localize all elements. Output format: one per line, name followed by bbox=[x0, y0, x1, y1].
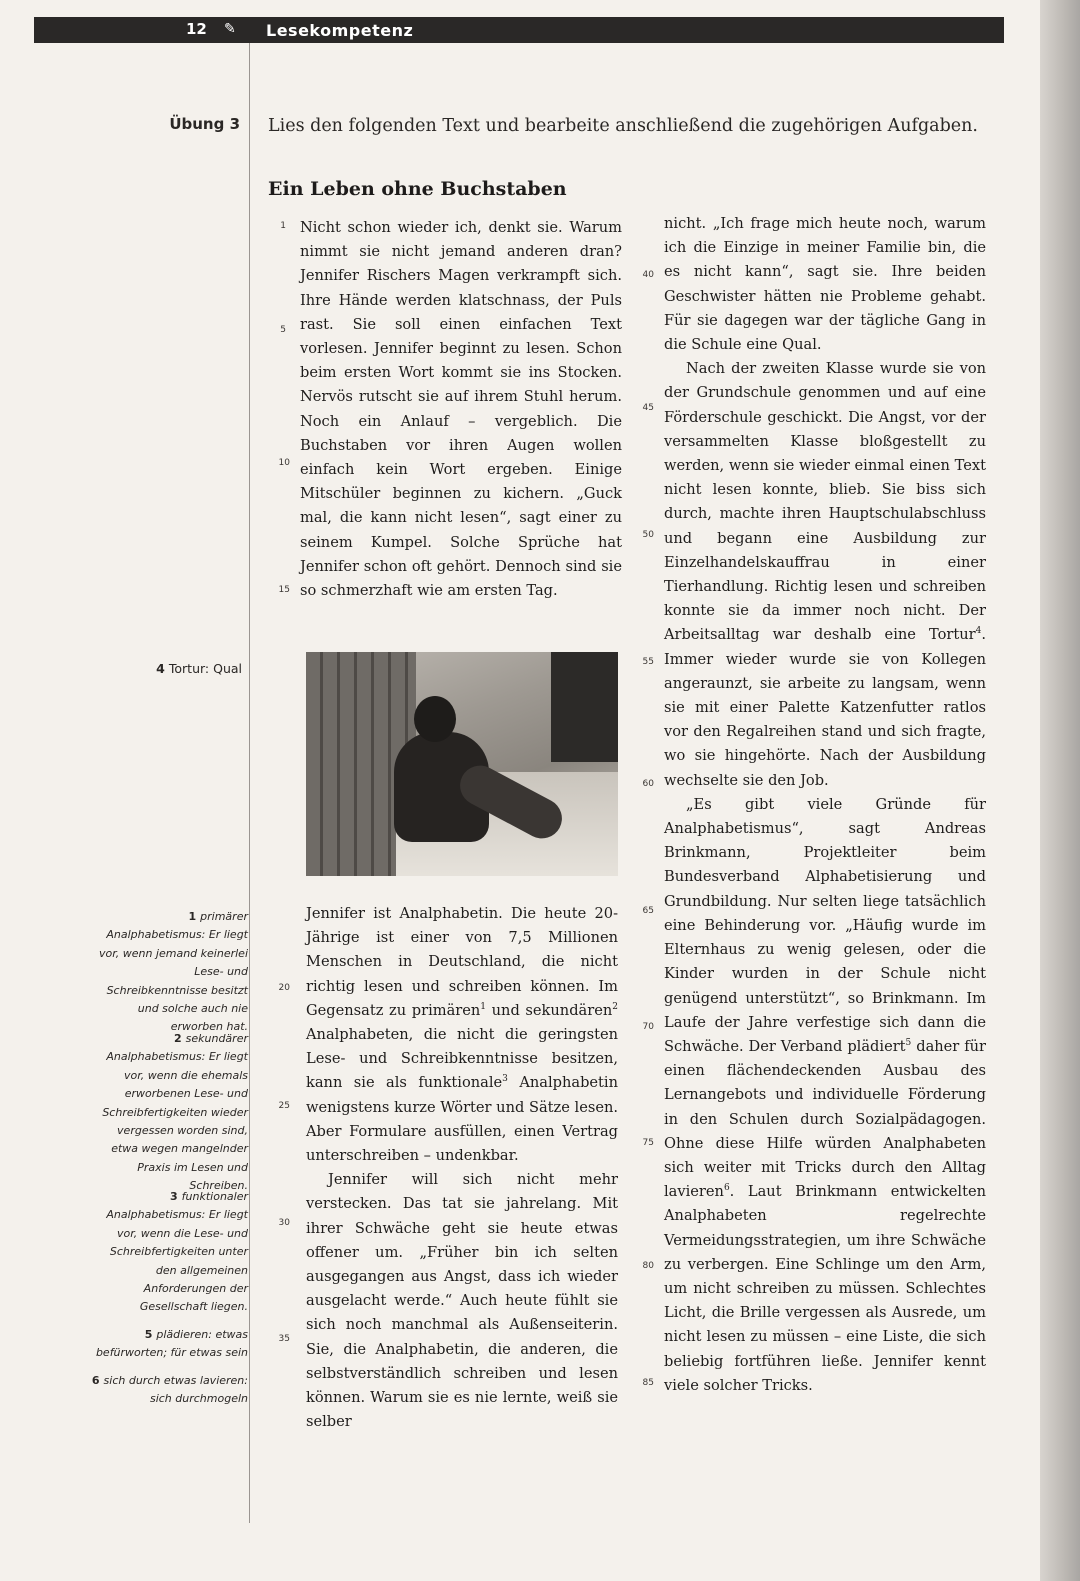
paragraph-4: nicht. „Ich frage mich heute noch, warum ich die Einzige in meiner Familie bin, die es nicht kann“, sagt sie. Ihre beiden Geschwister hätten nie Probleme gehabt. Für sie dagegen war der tägliche Gang in die Schule eine Qual. bbox=[664, 215, 986, 354]
section-title: Lesekompetenz bbox=[266, 21, 414, 40]
page-number: 12 bbox=[186, 20, 207, 38]
student-hood bbox=[414, 696, 456, 742]
glossary-note-5: 5 plädieren: etwas befürworten; für etwas sein bbox=[95, 1328, 248, 1360]
story-title: Ein Leben ohne Buchstaben bbox=[268, 178, 567, 200]
glossary-note-2: 2 sekundärer Analphabetismus: Er liegt vor, wenn die ehemals erworbenen Lese- und Schreibfertigkeiten wieder vergessen worden sind, etwa wegen mangelnder Praxis im Lesen und Schreiben. bbox=[102, 1032, 248, 1193]
line-number: 75 bbox=[642, 1138, 654, 1148]
paragraph-2: Jennifer ist Analphabetin. Die heute 20-Jährige ist einer von 7,5 Millionen Menschen in Deutschland, die nicht richtig lesen und schreiben können. Im Gegensatz zu primären$^1$ und sekundären$^2$ Analphabeten, die nicht die geringsten Lese- und Schreibkenntnisse besitzen, kann sie als funktionale$^3$ Analphabetin wenigstens kurze Wörter und Sätze lesen. Aber Formulare ausfüllen, einen Vertrag unterschreiben – undenkbar. bbox=[306, 905, 618, 1165]
line-number: 85 bbox=[642, 1378, 654, 1388]
paragraph-3: Jennifer will sich nicht mehr verstecken. Das tat sie jahrelang. Mit ihrer Schwäche geht sie heute etwas offener um. „Früher bin ich selten ausgegangen aus Angst, dass ich wieder ausgelacht werde.“ Auch heute fühlt sie sich noch manchmal als Außenseiterin. Sie, die Analphabetin, die anderen, die selbstverständlich schreiben und lesen können. Warum sie es nie lernte, weiß sie selber bbox=[306, 1171, 618, 1431]
line-number: 1 bbox=[280, 221, 286, 231]
student-sitting-by-lockers-photo bbox=[306, 652, 618, 876]
line-number: 20 bbox=[278, 983, 290, 993]
margin-divider bbox=[249, 43, 250, 1523]
glossary-note-6: 6 sich durch etwas lavieren: sich durchmogeln bbox=[91, 1374, 248, 1406]
header-bar bbox=[34, 17, 1004, 43]
line-number: 35 bbox=[278, 1334, 290, 1344]
exercise-instruction: Lies den folgenden Text und bearbeite anschließend die zugehörigen Aufgaben. bbox=[268, 116, 978, 136]
page-edge bbox=[1040, 0, 1080, 1581]
line-number: 40 bbox=[642, 270, 654, 280]
line-number: 55 bbox=[642, 657, 654, 667]
line-number: 50 bbox=[642, 530, 654, 540]
paragraph-1: Nicht schon wieder ich, denkt sie. Warum nimmt sie nicht jemand anderen dran? Jennifer Rischers Magen verkrampft sich. Ihre Hände werden klatschnass, der Puls rast. Sie soll einen einfachen Text vorlesen. Jennifer beginnt zu lesen. Schon beim ersten Wort kommt sie ins Stocken. Nervös rutscht sie auf ihrem Stuhl herum. Noch ein Anlauf – vergeblich. Die Buchstaben vor ihren Augen wollen einfach kein Wort ergeben. Einige Mitschüler beginnen zu kichern. „Guck mal, die kann nicht lesen“, sagt einer zu seinem Kumpel. Solche Sprüche hat Jennifer schon oft gehört. Dennoch sind sie so schmerzhaft wie am ersten Tag. bbox=[300, 219, 622, 600]
text-column-1-bottom bbox=[306, 902, 618, 1434]
line-number: 70 bbox=[642, 1022, 654, 1032]
hallway-window bbox=[551, 652, 618, 762]
glossary-note-3: 3 funktionaler Analphabetismus: Er liegt vor, wenn die Lese- und Schreibfertigkeiten unter den allgemeinen Anforderungen der Gesellschaft liegen. bbox=[106, 1190, 248, 1314]
line-number: 15 bbox=[278, 585, 290, 595]
line-number: 65 bbox=[642, 906, 654, 916]
glossary-note-4: 4 Tortur: Qual bbox=[156, 661, 242, 676]
line-number: 10 bbox=[278, 458, 290, 468]
text-column-1-top bbox=[300, 216, 622, 603]
exercise-label: Übung 3 bbox=[169, 115, 240, 133]
line-number: 80 bbox=[642, 1261, 654, 1271]
line-number: 5 bbox=[280, 325, 286, 335]
line-number: 30 bbox=[278, 1218, 290, 1228]
paragraph-5: Nach der zweiten Klasse wurde sie von der Grundschule genommen und auf eine Förderschule geschickt. Die Angst, vor der versammelten Klasse bloßgestellt zu werden, wenn sie wieder einmal einen Text nicht lesen konnte, blieb. Sie biss sich durch, machte ihren Hauptschulabschluss und begann eine Ausbildung zur Einzelhandelskauffrau in einer Tierhandlung. Richtig lesen und schreiben konnte sie da immer noch nicht. Der Arbeitsalltag war deshalb eine Tortur$^4$. Immer wieder wurde sie von Kollegen angeraunzt, sie arbeite zu langsam, wenn sie mit einer Palette Katzenfutter ratlos vor den Regalreihen stand und sich fragte, wo sie hingehörte. Nach der Ausbildung wechselte sie den Job. bbox=[664, 360, 986, 789]
pencil-icon: ✎ bbox=[224, 21, 236, 37]
line-number: 60 bbox=[642, 779, 654, 789]
text-column-2 bbox=[664, 212, 986, 1398]
line-number: 25 bbox=[278, 1101, 290, 1111]
paragraph-6: „Es gibt viele Gründe für Analphabetismus“, sagt Andreas Brinkmann, Projektleiter beim Bundesverband Alphabetisierung und Grundbildung. Nur selten liege tatsächlich eine Behinderung vor. „Häufig wurde im Elternhaus zu wenig gelesen, oder die Kinder wurden in der Schule nicht genügend unterstützt“, so Brinkmann. Im Laufe der Jahre verfestige sich dann die Schwäche. Der Verband plädiert$^5$ daher für einen flächendeckenden Ausbau des Lernangebots und individuelle Förderung in den Schulen durch Sozialpädagogen. Ohne diese Hilfe würden Analphabeten sich weiter mit Tricks durch den Alltag lavieren$^6$. Laut Brinkmann entwickelten Analphabeten regelrechte Vermeidungsstrategien, um ihre Schwäche zu verbergen. Eine Schlinge um den Arm, um nicht schreiben zu müssen. Schlechtes Licht, die Brille vergessen als Ausrede, um nicht lesen zu müssen – eine Liste, die sich beliebig fortführen ließe. Jennifer kennt viele solcher Tricks. bbox=[664, 795, 986, 1394]
line-number: 45 bbox=[642, 403, 654, 413]
glossary-note-1: 1 primärer Analphabetismus: Er liegt vor, wenn jemand keinerlei Lese- und Schreibkenntnisse besitzt und solche auch nie erworben hat. bbox=[98, 910, 248, 1034]
